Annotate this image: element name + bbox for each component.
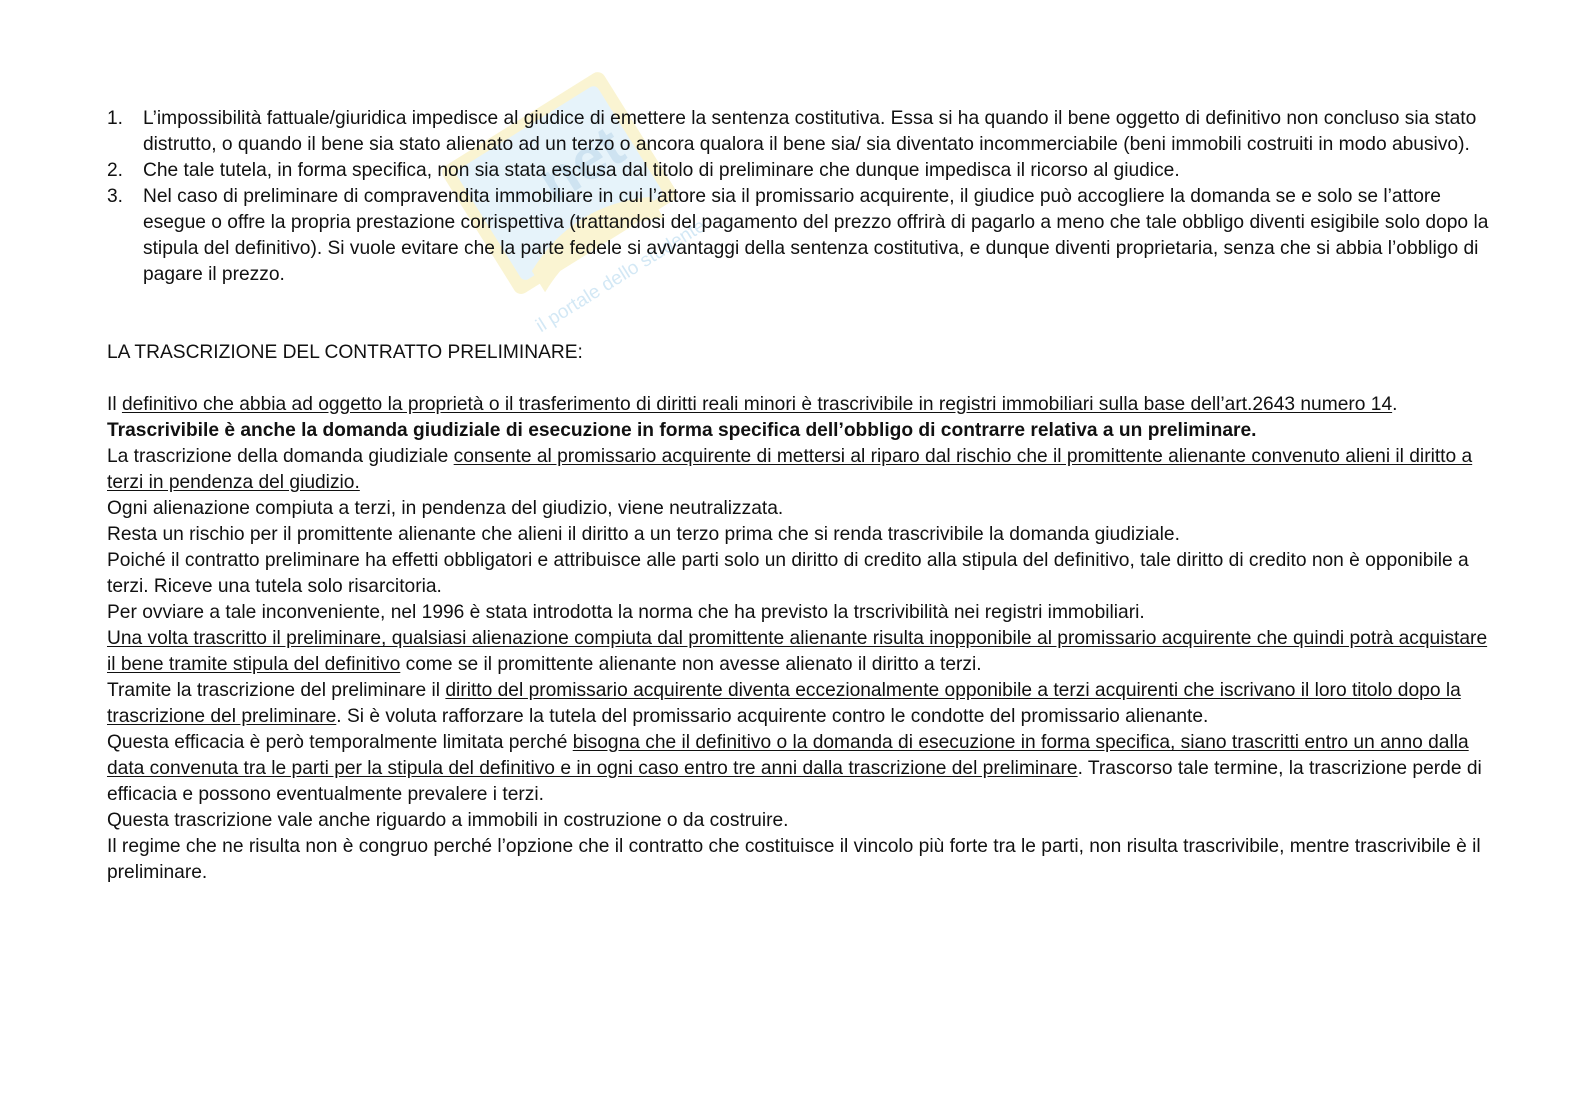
document-page <box>107 106 1492 886</box>
numbered-list <box>107 106 1492 288</box>
list-number: 2. <box>107 160 124 181</box>
paragraph: La trascrizione della domanda giudiziale consente al promissario acquirente di mettersi al riparo dal rischio che il promittente alienante convenuto alieni il diritto a terzi in pendenza del giudizio. <box>107 446 1473 493</box>
underlined-text: consente al promissario acquirente di mettersi al riparo dal rischio che il promittente alienante convenuto alieni il diritto a terzi in pendenza del giudizio. <box>107 446 1473 493</box>
list-text: Nel caso di preliminare di compravendita immobiliare in cui l’attore sia il promissario acquirente, il giudice può accogliere la domanda se e solo se l’attore esegue o offre la propria prestazione corrispettiva (trattandosi del pagamento del prezzo offrirà di pagarlo a meno che tale obbligo diventi esigibile solo dopo la stipula del definitivo). Si vuole evitare che la parte fedele si avvantaggi della sentenza costitutiva, e dunque diventi proprietaria, senza che si abbia l’obbligo di pagare il prezzo. <box>143 186 1489 285</box>
section-heading: LA TRASCRIZIONE DEL CONTRATTO PRELIMINARE: <box>107 342 583 363</box>
paragraph: Una volta trascritto il preliminare, qualsiasi alienazione compiuta dal promittente alienante risulta inopponibile al promissario acquirente che quindi potrà acquistare il bene tramite stipula del definitivo come se il promittente alienante non avesse alienato il diritto a terzi. <box>107 628 1488 675</box>
list-text: Che tale tutela, in forma specifica, non sia stata esclusa dal titolo di preliminare che dunque impedisca il ricorso al giudice. <box>143 160 1180 181</box>
paragraph: Per ovviare a tale inconveniente, nel 1996 è stata introdotta la norma che ha previsto la trscrivibilità nei registri immobiliari. <box>107 602 1145 623</box>
underlined-text: diritto del promissario acquirente diventa eccezionalmente opponibile a terzi acquirenti che iscrivano il loro titolo dopo la trascrizione del preliminare <box>107 680 1461 727</box>
paragraph: Il definitivo che abbia ad oggetto la proprietà o il trasferimento di diritti reali minori è trascrivibile in registri immobiliari sulla base dell’art.2643 numero 14. <box>107 394 1398 415</box>
paragraph-bold: Trascrivibile è anche la domanda giudiziale di esecuzione in forma specifica dell’obbligo di contrarre relativa a un preliminare. <box>107 420 1257 441</box>
list-item <box>107 106 1492 158</box>
paragraph: Ogni alienazione compiuta a terzi, in pendenza del giudizio, viene neutralizzata. <box>107 498 784 519</box>
list-number: 3. <box>107 186 124 207</box>
list-number: 1. <box>107 108 124 129</box>
watermark-brand-text: net <box>527 113 636 215</box>
list-item <box>107 184 1492 288</box>
list-text: L’impossibilità fattuale/giuridica impedisce al giudice di emettere la sentenza costitutiva. Essa si ha quando il bene oggetto di definitivo non concluso sia stato distrutto, o quando il bene sia stato alienato ad un terzo o ancora qualora il bene sia/ sia diventato incommerciabile (beni immobili costruiti in modo abusivo). <box>143 108 1477 155</box>
underlined-text: bisogna che il definitivo o la domanda di esecuzione in forma specifica, siano trascritti entro un anno dalla data convenuta tra le parti per la stipula del definitivo e in ogni caso entro tre anni dalla trascrizione del preliminare <box>107 732 1469 779</box>
underlined-text: definitivo che abbia ad oggetto la proprietà o il trasferimento di diritti reali minori è trascrivibile in registri immobiliari sulla base dell’art.2643 numero 14 <box>121 394 1393 415</box>
paragraph: Resta un rischio per il promittente alienante che alieni il diritto a un terzo prima che si renda trascrivibile la domanda giudiziale. <box>107 524 1180 545</box>
watermark-tag-text: il portale dello studente <box>532 215 710 337</box>
paragraph: Questa efficacia è però temporalmente limitata perché bisogna che il definitivo o la domanda di esecuzione in forma specifica, siano trascritti entro un anno dalla data convenuta tra le parti per la stipula del definitivo e in ogni caso entro tre anni dalla trascrizione del preliminare. Trascorso tale termine, la trascrizione perde di efficacia e possono eventualmente prevalere i terzi. <box>107 732 1482 805</box>
paragraph: Poiché il contratto preliminare ha effetti obbligatori e attribuisce alle parti solo un diritto di credito alla stipula del definitivo, tale diritto di credito non è opponibile a terzi. Riceve una tutela solo risarcitoria. <box>107 550 1469 597</box>
paragraph: Tramite la trascrizione del preliminare il diritto del promissario acquirente diventa eccezionalmente opponibile a terzi acquirenti che iscrivano il loro titolo dopo la trascrizione del preliminare. Si è voluta rafforzare la tutela del promissario acquirente contro le condotte del promissario alienante. <box>107 680 1461 727</box>
underlined-text: Una volta trascritto il preliminare, qualsiasi alienazione compiuta dal promittente alienante risulta inopponibile al promissario acquirente che quindi potrà acquistare il bene tramite stipula del definitivo <box>107 628 1488 675</box>
paragraph: Questa trascrizione vale anche riguardo a immobili in costruzione o da costruire. <box>107 810 789 831</box>
list-item <box>107 158 1492 184</box>
paragraph: Il regime che ne risulta non è congruo perché l’opzione che il contratto che costituisce il vincolo più forte tra le parti, non risulta trascrivibile, mentre trascrivibile è il preliminare. <box>107 836 1481 883</box>
